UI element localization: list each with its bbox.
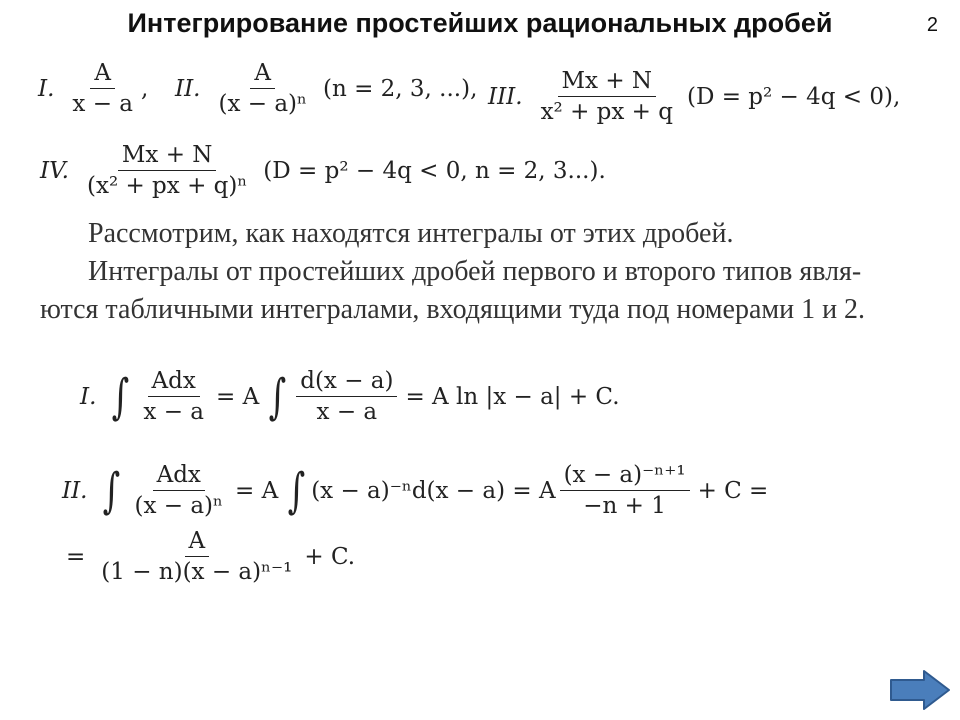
tail: + C = (697, 477, 769, 504)
separator: , (140, 75, 149, 102)
numerator: Mx + N (118, 142, 217, 171)
denominator: x − a (72, 91, 133, 117)
fraction-type-2 (175, 60, 477, 117)
type-label: II. (175, 75, 201, 102)
fraction (537, 68, 677, 125)
denominator: (x − a)ⁿ (134, 493, 223, 519)
text-line-3: ются табличными интегралами, входящими туда под номерами 1 и 2. (40, 294, 866, 325)
equals-coefficient: = A (216, 383, 260, 410)
numerator: Adx (153, 462, 205, 491)
fraction (68, 60, 137, 117)
denominator: (x − a)ⁿ (218, 91, 307, 117)
equals-sign: = (66, 543, 86, 570)
denominator: −n + 1 (583, 493, 666, 519)
denominator: x² + px + q (540, 99, 673, 125)
text-line-2: Интегралы от простейших дробей первого и второго типов явля- (88, 256, 862, 287)
type-label: IV. (40, 157, 69, 184)
integral-sign: ∫ (103, 462, 121, 519)
text-line-1: Рассмотрим, как находятся интегралы от этих дробей. (88, 218, 734, 249)
fraction (83, 142, 251, 199)
denominator: (1 − n)(x − a)ⁿ⁻¹ (101, 559, 293, 585)
fraction-type-1 (38, 60, 148, 117)
integral-type-1 (80, 368, 620, 425)
fraction-type-3 (488, 68, 900, 125)
integral-type-2-result (66, 528, 355, 585)
denominator: x − a (316, 399, 378, 425)
type-label: III. (488, 83, 523, 110)
integral-sign: ∫ (112, 368, 130, 425)
fraction (296, 368, 397, 425)
numerator: Mx + N (558, 68, 657, 97)
integrand: (x − a)⁻ⁿd(x − a) = A (311, 477, 556, 504)
numerator: A (250, 60, 275, 89)
integral-sign: ∫ (268, 368, 287, 425)
type-label: I. (38, 75, 55, 102)
numerator: d(x − a) (296, 368, 397, 397)
numerator: A (90, 60, 115, 89)
equals-coefficient: = A (234, 477, 279, 504)
condition: (D = p² − 4q < 0), (686, 83, 901, 110)
type-label: II. (62, 477, 88, 504)
numerator: Adx (148, 368, 200, 397)
numerator: (x − a)⁻ⁿ⁺¹ (560, 462, 690, 491)
fraction (131, 462, 227, 519)
denominator: x − a (143, 399, 204, 425)
slide-title: Интегрирование простейших рациональных дробей (127, 8, 833, 38)
result: = A ln |x − a| + C. (405, 383, 620, 410)
fraction (139, 368, 208, 425)
integral-sign: ∫ (287, 462, 306, 519)
fraction (560, 462, 690, 519)
type-label: I. (80, 383, 97, 410)
denominator: (x² + px + q)ⁿ (87, 173, 248, 199)
fraction (214, 60, 310, 117)
arrow-right-icon (891, 671, 949, 709)
condition: (n = 2, 3, ...), (322, 75, 478, 102)
fraction-type-4 (40, 142, 606, 199)
condition: (D = p² − 4q < 0, n = 2, 3...). (263, 157, 606, 184)
integral-type-2 (62, 462, 768, 519)
page-number: 2 (926, 14, 938, 36)
fraction (97, 528, 296, 585)
next-slide-button[interactable] (888, 668, 952, 712)
tail: + C. (304, 543, 356, 570)
numerator: A (185, 528, 210, 557)
